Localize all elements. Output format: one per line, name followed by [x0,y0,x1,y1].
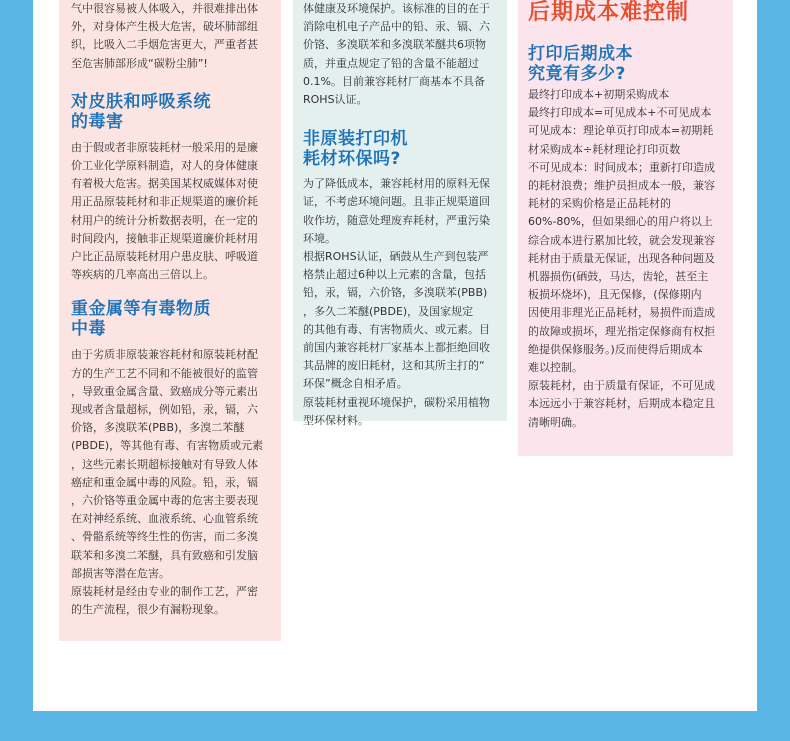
text-line: 难以控制。 [528,361,583,375]
heading-line: 对皮肤和呼吸系统 [71,91,211,112]
text-line: 收作坊，随意处理废弃耗材，严重污染 [303,213,490,227]
text-line: 机器损伤(硒鼓，马达，齿轮，甚至主 [528,270,709,284]
column-environment [293,0,507,427]
text-line: 0.1%。目前兼容耗材厂商基本不具备 [303,74,485,88]
text-line: ROHS认证。 [303,93,368,107]
text-line: 的其他有毒、有害物质火、或元素。目 [303,322,490,336]
heading-line: 的毒害 [71,111,124,132]
text-line: ，多久二苯醚(PBDE)，及国家规定 [303,304,474,318]
text-line: 绝提供保修服务。)反而使得后期成本 [528,342,703,356]
text-line: 60%-80%，但如果细心的用户将以上 [528,215,713,229]
text-line: 耗材由于质量无保证，出现各种问题及 [528,251,715,265]
text-line: 至危害肺部形成“碳粉尘肺”! [71,56,208,70]
text-line: 不可见成本：时间成本；重新打印造成 [528,160,715,174]
text-line: 格禁止超过6种以上元素的含量，包括 [303,268,486,282]
text-line: ，导致重金属含量、致癌成分等元素出 [71,384,258,398]
text-line: 由于假或者非原装耗材一般采用的是廉 [71,140,258,154]
section-heading-eco [303,129,497,169]
text-line: 外，对身体产生极大危害，破坏肺部组 [71,20,258,34]
text-line: ，六价铬等重金属中毒的危害主要表现 [71,494,258,508]
column-health-hazards [59,0,281,641]
text-line: 环保”概念自相矛盾。 [303,377,408,391]
intro-paragraph [71,0,269,73]
text-line: 时间段内，接触非正规渠道廉价耗材用 [71,231,258,245]
text-line: 耗材的采购价格是正品耗材的 [528,197,671,211]
paragraph-skin [71,139,269,285]
text-line: 因使用非理光正品耗材，易损件而造成 [528,306,715,320]
text-line: 等疾病的几率高出三倍以上。 [71,268,214,282]
text-line: 铅，汞，镉，六价铬，多溴联苯(PBB) [303,286,488,300]
text-line: 的故障或损坏，理光指定保修商有权拒 [528,324,715,338]
text-line: 清晰明确。 [528,415,583,429]
text-line: ，这些元素长期超标接触对有导致人体 [71,457,258,471]
text-line: 根据ROHS认证，硒鼓从生产到包装严 [303,250,489,264]
text-line: 材采购成本÷耗材理论打印页数 [528,142,681,156]
heading-line: 重金属等有毒物质 [71,299,211,320]
heading-line: 非原装打印机 [303,129,408,150]
intro-paragraph [303,0,497,109]
text-line: 板损坏烧坏)，且无保修，(保修期内 [528,288,702,302]
section-heading-skin [71,92,269,132]
text-line: 最终打印成本=可见成本+不可见成本 [528,106,712,120]
text-line: 有着极大危害。据美国某权威媒体对使 [71,177,258,191]
text-line: 价工业化学原料制造，对人的身体健康 [71,159,258,173]
text-line: 原装耗材，由于质量有保证，不可见成 [528,379,715,393]
paragraph-eco [303,175,497,430]
text-line: 质，并重点规定了铅的含量不能超过 [303,56,479,70]
text-line: 材用户的统计分析数据表明，在一定的 [71,213,258,227]
text-line: 消除电机电子产品中的铅、汞、镉、六 [303,20,490,34]
text-line: 其品牌的废旧耗材，这和其所主打的“ [303,359,485,373]
text-line: 证，不考虑环境问题。且非正规渠道回 [303,195,490,209]
text-line: 为了降低成本，兼容耗材用的原料无保 [303,177,490,191]
heading-line: 究竟有多少? [528,64,626,84]
text-line: 由于劣质非原装兼容耗材和原装耗材配 [71,348,258,362]
section-heading-heavy-metal [71,299,269,339]
text-line: 在对神经系统、血液系统、心血管系统 [71,512,258,526]
text-line: 前国内兼容耗材厂家基本上都拒绝回收 [303,341,490,355]
heading-line: 中毒 [71,319,106,340]
text-line: 最终打印成本+初期采购成本 [528,88,670,101]
text-line: 原装耗材是经由专业的制作工艺，严密 [71,585,258,599]
text-line: 、骨骼系统等终生性的伤害，而二多溴 [71,530,258,544]
text-line: 价铬、多溴联苯和多溴联苯醚共6项物 [303,38,486,52]
text-line: 现或者含量超标，例如铅，汞，镉，六 [71,403,258,417]
text-line: 原装耗材重视环境保护，碳粉采用植物 [303,395,490,409]
text-line: 户比正品原装耗材用户患皮肤、呼吸道 [71,250,258,264]
text-line: 方的生产工艺不同和不能被很好的监管 [71,366,258,380]
heading-line: 耗材环保吗? [303,149,401,170]
column-cost [518,0,733,456]
section-heading-cost [528,44,723,84]
text-line: 部损害等潜在危害。 [71,566,170,580]
text-line: 的耗材浪费；维护员担成本一般，兼容 [528,179,715,193]
text-line: (PBDE)，等其他有毒、有害物质或元素 [71,439,264,453]
heading-line: 打印后期成本 [528,44,633,64]
text-line: 可见成本：理论单页打印成本=初期耗 [528,124,714,138]
text-line: 的生产流程，很少有漏粉现象。 [71,603,225,617]
text-line: 价铬，多溴联苯(PBB)，多溴二苯醚 [71,421,245,435]
text-line: 联苯和多溴二苯醚，具有致癌和引发脑 [71,548,258,562]
text-line: 癌症和重金属中毒的风险。铅，汞，镉 [71,475,258,489]
paragraph-heavy-metal [71,346,269,619]
text-line: 本远远小于兼容耗材，后期成本稳定且 [528,397,715,411]
cost-banner-title: 后期成本难控制 [528,0,690,25]
text-line: 体健康及环境保护。该标准的目的在于 [303,2,490,15]
text-line: 用正品原装耗材和非正规渠道的廉价耗 [71,195,258,209]
text-line: 织，比吸入二手烟危害更大，严重者甚 [71,38,258,52]
text-line: 综合成本进行累加比较，就会发现兼容 [528,233,715,247]
paragraph-cost [528,86,723,432]
text-line: 气中很容易被人体吸入，并很难排出体 [71,2,258,15]
text-line: 环境。 [303,231,336,245]
text-line: 型环保材料。 [303,413,369,427]
